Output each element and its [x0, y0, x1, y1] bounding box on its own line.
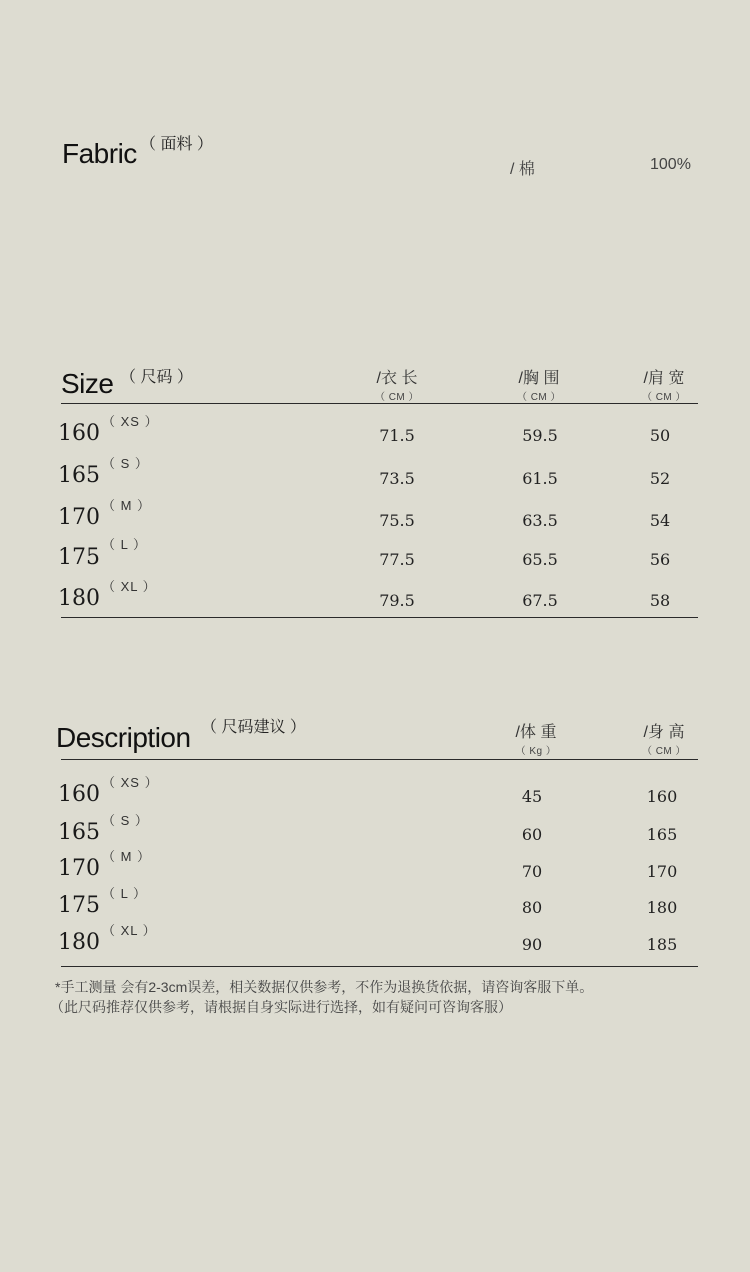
- desc-col-weight-label: /体 重: [515, 724, 557, 741]
- cell-height: 180: [646, 898, 678, 917]
- size-tag: （ S ）: [102, 813, 149, 828]
- cell-weight: 60: [521, 825, 543, 844]
- size-number: 170: [58, 505, 100, 530]
- description-title: Description: [56, 722, 191, 753]
- cell-shoulder: 50: [649, 426, 671, 445]
- size-number: 175: [58, 545, 100, 570]
- cell-shoulder: 54: [649, 511, 671, 530]
- size-tag: （ M ）: [102, 849, 152, 864]
- cell-weight: 45: [521, 787, 543, 806]
- cell-chest: 63.5: [522, 511, 558, 530]
- size-header-rule: [61, 403, 698, 404]
- size-number: 165: [58, 820, 100, 845]
- cell-weight: 90: [521, 935, 543, 954]
- description-title-cn: （ 尺码建议 ）: [201, 719, 306, 736]
- size-col-length: [355, 365, 439, 403]
- cell-shoulder: 58: [649, 591, 671, 610]
- cell-height: 165: [646, 825, 678, 844]
- size-col-length-label: /衣 长: [376, 370, 418, 387]
- size-title: Size: [61, 368, 114, 399]
- size-tag: （ XS ）: [102, 775, 159, 790]
- cell-length: 79.5: [379, 591, 415, 610]
- desc-col-height: [622, 719, 706, 757]
- size-col-chest: [497, 365, 581, 403]
- recommendation-note: （此尺码推荐仅供参考，请根据自身实际进行选择，如有疑问可咨询客服）: [50, 999, 512, 1015]
- desc-col-height-unit: （ CM ）: [641, 746, 687, 757]
- desc-col-height-label: /身 高: [643, 724, 685, 741]
- cell-shoulder: 56: [649, 550, 671, 569]
- size-col-shoulder-label: /肩 宽: [643, 370, 685, 387]
- cell-chest: 67.5: [522, 591, 558, 610]
- size-number: 180: [58, 586, 100, 611]
- size-number: 175: [58, 893, 100, 918]
- size-tag: （ S ）: [102, 456, 149, 471]
- cell-length: 75.5: [379, 511, 415, 530]
- measurement-note: *手工测量 会有2-3cm误差，相关数据仅供参考，不作为退换货依据，请咨询客服下单。: [55, 979, 594, 995]
- cell-chest: 59.5: [522, 426, 558, 445]
- cell-shoulder: 52: [649, 469, 671, 488]
- fabric-title: Fabric: [62, 138, 137, 169]
- cell-chest: 65.5: [522, 550, 558, 569]
- desc-col-weight: [494, 719, 578, 757]
- cell-height: 185: [646, 935, 678, 954]
- cell-length: 73.5: [379, 469, 415, 488]
- size-title-cn: （ 尺码 ）: [120, 369, 193, 386]
- cell-chest: 61.5: [522, 469, 558, 488]
- size-tag: （ L ）: [102, 537, 147, 552]
- size-number: 160: [58, 421, 100, 446]
- size-tag: （ XS ）: [102, 414, 159, 429]
- size-col-chest-label: /胸 围: [518, 370, 560, 387]
- fabric-title-cn: （ 面料 ）: [140, 136, 213, 153]
- cell-height: 170: [646, 862, 678, 881]
- size-tag: （ M ）: [102, 498, 152, 513]
- cell-weight: 70: [521, 862, 543, 881]
- desc-col-weight-unit: （ Kg ）: [515, 746, 557, 757]
- fabric-material: / 棉: [510, 161, 535, 178]
- size-number: 165: [58, 463, 100, 488]
- size-col-length-unit: （ CM ）: [374, 392, 420, 403]
- cell-height: 160: [646, 787, 678, 806]
- size-col-shoulder-unit: （ CM ）: [641, 392, 687, 403]
- size-number: 170: [58, 856, 100, 881]
- cell-weight: 80: [521, 898, 543, 917]
- size-tag: （ XL ）: [102, 923, 157, 938]
- size-col-chest-unit: （ CM ）: [516, 392, 562, 403]
- size-col-shoulder: [622, 365, 706, 403]
- cell-length: 71.5: [379, 426, 415, 445]
- size-footer-rule: [61, 617, 698, 618]
- size-tag: （ L ）: [102, 886, 147, 901]
- desc-footer-rule: [61, 966, 698, 967]
- size-number: 160: [58, 782, 100, 807]
- fabric-percent: 100%: [650, 156, 691, 173]
- size-tag: （ XL ）: [102, 579, 157, 594]
- size-number: 180: [58, 930, 100, 955]
- cell-length: 77.5: [379, 550, 415, 569]
- desc-header-rule: [61, 759, 698, 760]
